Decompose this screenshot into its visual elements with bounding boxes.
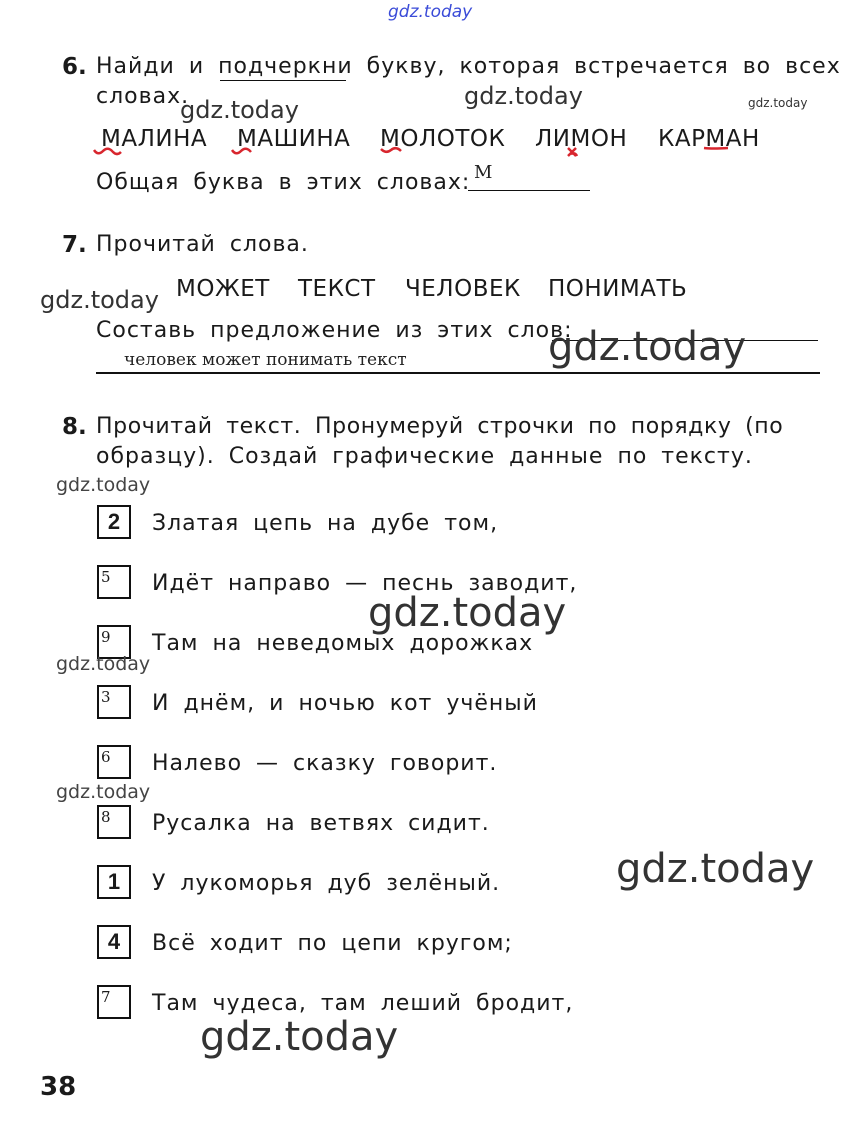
task8-instruction-line2: образцу). Создай графические данные по тексту.: [96, 444, 753, 469]
line-number-box[interactable]: [97, 745, 131, 779]
line-number-box[interactable]: [97, 985, 131, 1019]
task6-word-5: КАРМАН: [658, 126, 760, 152]
task7-instruction: Прочитай слова.: [96, 232, 309, 257]
line-number-box[interactable]: [97, 685, 131, 719]
header-watermark: gdz.today: [388, 2, 473, 22]
task7-line-2: [96, 372, 820, 374]
task7-word-3: ЧЕЛОВЕК: [405, 276, 521, 302]
watermark: gdz.today: [56, 781, 151, 803]
box-number: 4: [107, 929, 121, 954]
poem-line: Златая цепь на дубе том,: [152, 511, 499, 536]
line-number-box[interactable]: [97, 805, 131, 839]
box-number: 8: [101, 808, 111, 826]
box-number: 1: [107, 869, 121, 894]
task6-word-2: МАШИНА: [237, 126, 351, 152]
page-number: 38: [40, 1072, 77, 1102]
watermark: gdz.today: [548, 324, 747, 370]
task7-compose-label: Составь предложение из этих слов:: [96, 318, 573, 343]
watermark: gdz.today: [200, 1014, 399, 1060]
poem-line: Идёт направо — песнь заводит,: [152, 571, 578, 596]
box-number: 2: [107, 509, 121, 534]
watermark: gdz.today: [368, 590, 567, 636]
poem-line: У лукоморья дуб зелёный.: [152, 871, 501, 896]
watermark: gdz.today: [56, 474, 151, 496]
task6-word-4: ЛИМОН: [535, 126, 628, 152]
task7-word-4: ПОНИМАТЬ: [548, 276, 688, 302]
watermark: gdz.today: [180, 96, 299, 124]
task6-word-3: МОЛОТОК: [380, 126, 506, 152]
box-number: 7: [101, 988, 111, 1006]
poem-line: Там на неведомых дорожках: [152, 631, 534, 656]
task6-instruction-line1: Найди и подчеркни букву, которая встречается во всех: [96, 54, 841, 79]
task7-number: 7.: [62, 232, 87, 258]
poem-line: Там чудеса, там леший бродит,: [152, 991, 574, 1016]
watermark: gdz.today: [40, 286, 159, 314]
line-number-box[interactable]: [97, 865, 131, 899]
line-number-box[interactable]: [97, 505, 131, 539]
task6-answer-value[interactable]: М: [474, 162, 493, 183]
box-number: 6: [101, 748, 111, 766]
task6-number: 6.: [62, 54, 87, 80]
task6-answer-label: Общая буква в этих словах:: [96, 170, 471, 195]
box-number: 9: [101, 628, 111, 646]
task7-answer[interactable]: человек может понимать текст: [124, 350, 407, 370]
box-number: 5: [101, 568, 111, 586]
poem-line: И днём, и ночью кот учёный: [152, 691, 538, 716]
task7-word-2: ТЕКСТ: [298, 276, 376, 302]
poem-line: Всё ходит по цепи кругом;: [152, 931, 513, 956]
line-number-box[interactable]: [97, 565, 131, 599]
poem-line: Налево — сказку говорит.: [152, 751, 498, 776]
watermark: gdz.today: [748, 96, 808, 110]
box-number: 3: [101, 688, 111, 706]
watermark: gdz.today: [616, 846, 815, 892]
task6-instruction-line2: словах.: [96, 84, 190, 109]
watermark: gdz.today: [464, 82, 583, 110]
task6-word-1: МАЛИНА: [101, 126, 208, 152]
line-number-box[interactable]: [97, 925, 131, 959]
task6-answer-line: [468, 190, 590, 191]
poem-line: Русалка на ветвях сидит.: [152, 811, 490, 836]
task7-word-1: МОЖЕТ: [176, 276, 270, 302]
watermark: gdz.today: [56, 653, 151, 675]
task8-number: 8.: [62, 414, 87, 440]
task8-instruction-line1: Прочитай текст. Пронумеруй строчки по порядку (по: [96, 414, 784, 439]
underline-podcherkni: [220, 80, 346, 81]
